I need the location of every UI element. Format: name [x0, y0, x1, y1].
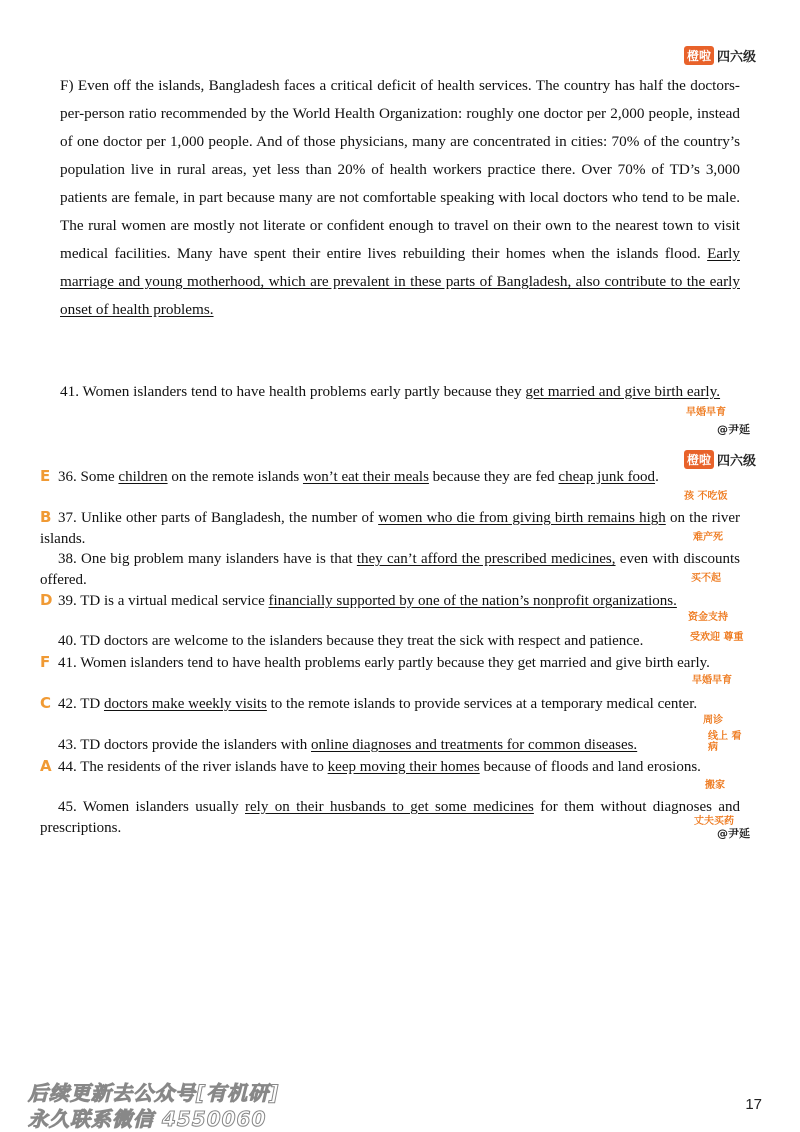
question-38: [40, 549, 740, 590]
brand-logo-text: 四六级: [716, 50, 756, 65]
watermark-line-2: 永久联系微信 4550060: [28, 1107, 267, 1131]
q-text: even with discounts offered.: [40, 551, 740, 588]
q41-annotation: 早婚早育: [686, 407, 726, 418]
question-37: [40, 507, 740, 549]
q43-annotation: 线上 看病: [708, 731, 742, 753]
q-underlined: children: [118, 469, 168, 485]
q36-annotation: 孩 不吃饭: [684, 491, 728, 502]
q-text: on the river islands.: [40, 510, 741, 547]
q-underlined: doctors make weekly visits: [103, 696, 267, 712]
q-underlined: rely on their husbands to get some medicines: [245, 799, 534, 815]
answer-mark: C: [40, 694, 52, 712]
answer-mark: A: [40, 757, 52, 775]
brand-logo-mark-2: 橙啦: [684, 450, 714, 469]
q37-annotation: 难产死: [693, 532, 723, 543]
q44-annotation: 搬家: [705, 780, 725, 791]
q40-annotation: 受欢迎 尊重: [690, 632, 744, 643]
question-41: [40, 652, 740, 674]
answer-mark: B: [40, 508, 52, 526]
q39-annotation: 资金支持: [688, 612, 728, 623]
q41-annotation-2: 早婚早育: [692, 675, 732, 686]
q-text: 41. Women islanders tend to have health problems early partly because they get married and give birth early.: [58, 655, 710, 671]
q-text: .: [655, 469, 659, 485]
q-text: 39. TD is a virtual medical service: [58, 593, 269, 609]
q-text: on the remote islands: [167, 469, 303, 485]
q-underlined: they can’t afford the prescribed medicines,: [356, 551, 616, 567]
answer-mark: D: [40, 591, 53, 609]
question-45: [40, 797, 740, 838]
q-text: 36. Some: [58, 469, 119, 485]
q-underlined: financially supported by one of the nation’s nonprofit organizations.: [268, 593, 677, 609]
q-text: 45. Women islanders usually: [58, 799, 245, 815]
question-43: [40, 735, 740, 756]
q-text: 44. The residents of the river islands have to: [58, 759, 328, 775]
q42-annotation: 周诊: [703, 715, 723, 726]
answer-mark: F: [40, 653, 51, 671]
q-text: 43. TD doctors provide the islanders with: [58, 737, 312, 753]
q-text: 42. TD: [58, 696, 104, 712]
q38-annotation: 买不起: [691, 573, 721, 584]
paragraph-f-text: F) Even off the islands, Bangladesh faces a critical deficit of health services. The country has half the doctors-per-person ratio recommended by the World Health Organization: roughly one doctor per 2,000 people, instead of one doctor per 1,000 people. And of those physicians, many are concentrated in cities: 70% of the country’s population live in rural areas, yet less than 20% of health workers practice there. Over 70% of TD’s 3,000 patients are female, in part because many are not comfortable speaking with local doctors who tend to be male. The rural women are mostly not literate or confident enough to travel on their own to the nearest town to visit medical facilities. Many have spent their entire lives rebuilding their homes when the islands flood.: [60, 77, 740, 262]
q-underlined: women who die from giving birth remains high: [378, 510, 666, 526]
signature: @尹延: [717, 423, 750, 436]
q-text: for them without diagnoses and prescriptions.: [40, 799, 741, 836]
answer-mark: E: [40, 467, 51, 485]
q-text: 38. One big problem many islanders have is that: [58, 551, 357, 567]
question-41-single: [60, 382, 740, 402]
q-underlined: cheap junk food: [558, 469, 656, 485]
passage-paragraph-f: [60, 72, 740, 324]
watermark-line-1: 后续更新去公众号[有机研]: [28, 1081, 280, 1105]
q-text: 40. TD doctors are welcome to the islanders because they treat the sick with respect and patience.: [58, 633, 644, 649]
question-40: [40, 631, 740, 652]
q45-annotation: 丈夫买药: [694, 816, 734, 827]
q-text: because of floods and land erosions.: [479, 759, 701, 775]
q-underlined: keep moving their homes: [327, 759, 480, 775]
q41-text: 41. Women islanders tend to have health problems early partly because they: [60, 383, 526, 400]
brand-logo: [684, 46, 756, 65]
brand-logo-mark: 橙啦: [684, 46, 714, 65]
q41-underlined: get married and give birth early.: [525, 383, 721, 400]
q-underlined: online diagnoses and treatments for common diseases.: [311, 737, 638, 753]
q-text: because they are fed: [428, 469, 559, 485]
question-44: [40, 756, 740, 778]
q-underlined: won’t eat their meals: [302, 469, 429, 485]
q-text: 37. Unlike other parts of Bangladesh, the number of: [58, 510, 379, 526]
q-text: to the remote islands to provide services at a temporary medical center.: [266, 696, 698, 712]
question-39: [40, 590, 740, 612]
signature-2: @尹延: [717, 827, 750, 840]
question-42: [40, 693, 740, 715]
brand-logo-text-2: 四六级: [716, 454, 756, 469]
paragraph-f-underlined: Early marriage and young motherhood, which are prevalent in these parts of Bangladesh, also contribute to the early onset of health problems.: [60, 245, 740, 318]
question-36: [40, 466, 740, 488]
page-number: 17: [745, 1096, 762, 1113]
